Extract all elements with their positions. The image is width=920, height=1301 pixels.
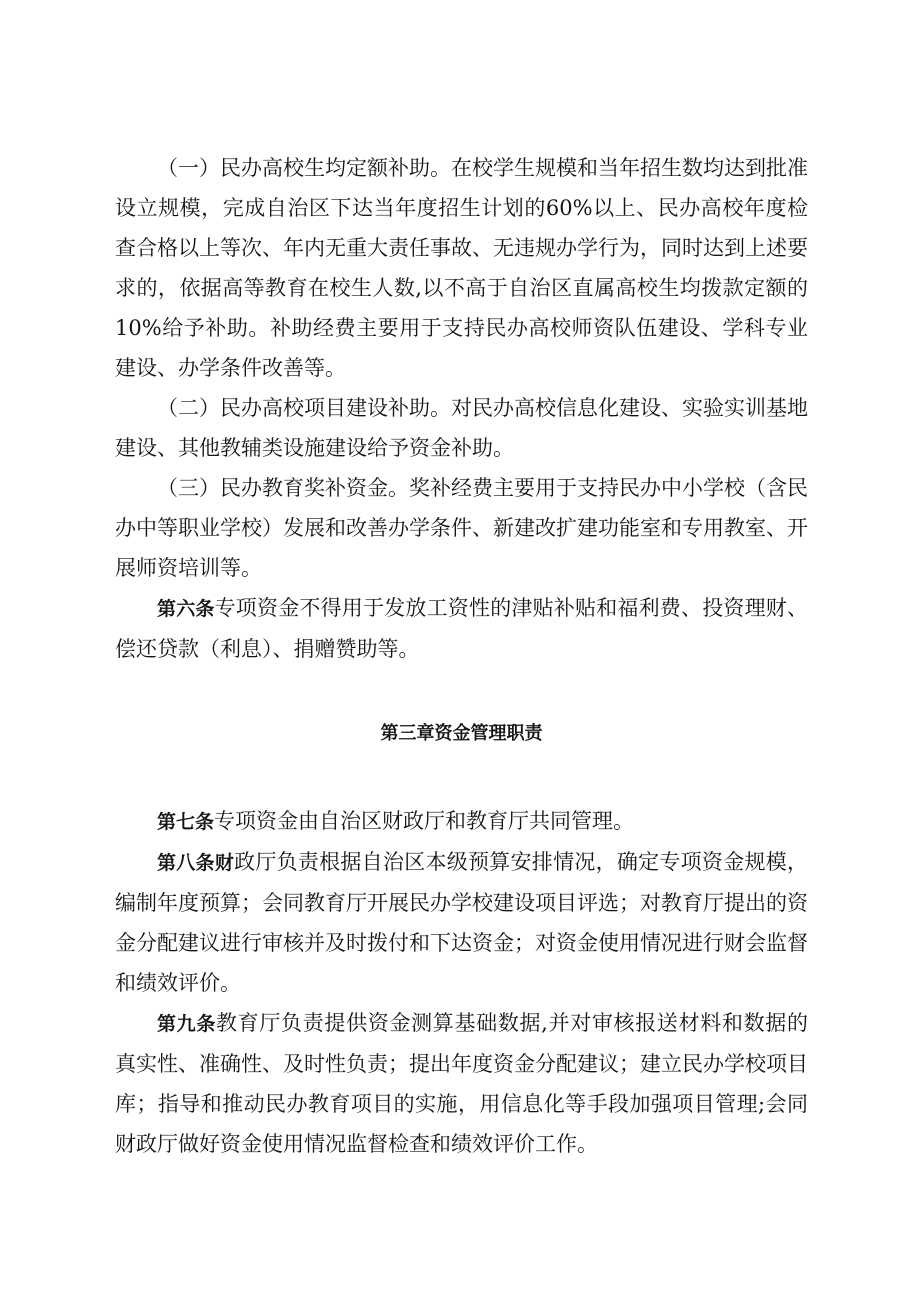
article-7 xyxy=(115,801,808,842)
article-label: 第六条 xyxy=(157,598,215,620)
document-page xyxy=(115,148,808,1164)
article-9 xyxy=(115,1003,808,1164)
article-label: 第七条 xyxy=(157,811,215,833)
chapter-heading: 第三章资金管理职责 xyxy=(380,723,543,744)
article-text: 政厅负责根据自治区本级预算安排情况，确定专项资金规模，编制年度预算；会同教育厅开展民办学校建设项目评选；对教育厅提出的资金分配建议进行审核并及时拨付和下达资金；对资金使用情况进行财会监督和绩效评价。 xyxy=(115,850,808,995)
article-label: 第八条 xyxy=(157,852,215,874)
article-6 xyxy=(115,588,808,669)
article-text: 教育厅负责提供资金测算基础数据,并对审核报送材料和数据的真实性、准确性、及时性负责；提出年度资金分配建议；建立民办学校项目库；指导和推动民办教育项目的实施，用信息化等手段加强项目管理;会同财政厅做好资金使用情况监督检查和绩效评价工作。 xyxy=(115,1011,808,1156)
paragraph-item-2 xyxy=(115,388,808,468)
paragraph-text: （二）民办高校项目建设补助。对民办高校信息化建设、实验实训基地建设、其他教辅类设施建设给予资金补助。 xyxy=(115,396,808,460)
paragraph-item-3 xyxy=(115,468,808,588)
article-label-lead: 财 xyxy=(214,852,235,874)
article-text: 专项资金由自治区财政厅和教育厅共同管理。 xyxy=(214,809,635,833)
paragraph-text: （一）民办高校生均定额补助。在校学生规模和当年招生数均达到批准设立规模，完成自治区下达当年度招生计划的60%以上、民办高校年度检查合格以上等次、年内无重大责任事故、无违规办学行为，同时达到上述要求的，依据高等教育在校生人数,以不高于自治区直属高校生均拨款定额的10%给予补助。补助经费主要用于支持民办高校师资队伍建设、学科专业建设、办学条件改善等。 xyxy=(115,156,808,380)
paragraph-text: （三）民办教育奖补资金。奖补经费主要用于支持民办中小学校（含民办中等职业学校）发展和改善办学条件、新建改扩建功能室和专用教室、开展师资培训等。 xyxy=(115,476,808,580)
article-text: 专项资金不得用于发放工资性的津贴补贴和福利费、投资理财、偿还贷款（利息）、捐赠赞助等。 xyxy=(115,596,808,661)
paragraph-item-1 xyxy=(115,148,808,388)
article-label: 第九条 xyxy=(157,1013,217,1035)
article-8 xyxy=(115,842,808,1003)
